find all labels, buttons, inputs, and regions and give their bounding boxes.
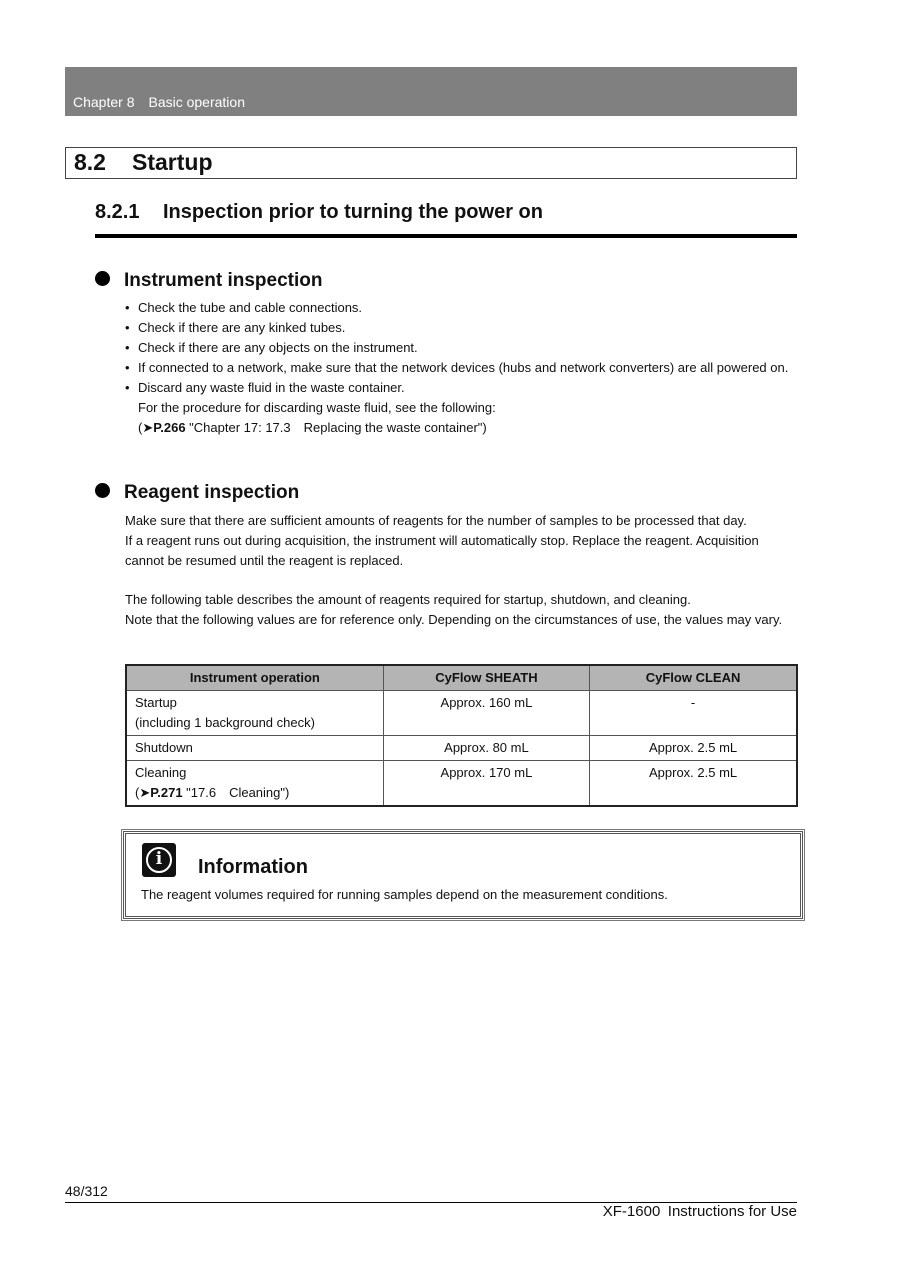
ref-text: "17.6 Cleaning") [182,785,290,800]
information-text: The reagent volumes required for running samples depend on the measurement conditions. [141,887,668,902]
section-heading [65,147,797,179]
sheath-cell: Approx. 170 mL [383,761,589,807]
sheath-cell: Approx. 80 mL [383,736,589,761]
list-item-text: Check if there are any objects on the instrument. [138,340,418,355]
page-number: 48/312 [65,1183,108,1199]
procedure-note [125,398,797,418]
ref-text: "Chapter 17: 17.3 Replacing the waste container") [185,420,487,435]
bullet-dot-icon [95,483,110,498]
list-item-text: If connected to a network, make sure that the network devices (hubs and network converters) are all powered on. [138,360,789,375]
reagent-inspection-title: Reagent inspection [124,482,300,503]
reagent-paragraph-1 [125,511,797,571]
ref-page[interactable]: P.271 [150,785,183,800]
arrow-icon: ➤ [142,420,154,435]
instrument-inspection-title: Instrument inspection [124,270,323,291]
list-item: • Check if there are any objects on the instrument. [125,340,418,355]
section-number: 8.2 [74,149,106,175]
reagent-volume-table [125,664,798,807]
document-title: XF-1600 Instructions for Use [602,1203,797,1220]
reagent-paragraph-2 [125,590,797,630]
information-icon: i [142,843,176,877]
paragraph-line: Note that the following values are for reference only. Depending on the circumstances of use, the values may vary. [125,612,783,627]
subsection-heading [95,200,797,238]
list-item-text: Check the tube and cable connections. [138,300,363,315]
operation-cell [126,691,383,736]
table-header-row [126,665,797,691]
cross-reference[interactable]: (➤P.271 "17.6 Cleaning") [135,785,290,800]
column-header: CyFlow SHEATH [383,665,589,691]
bullet-dot-icon [95,271,110,286]
operation-cell [126,761,383,807]
list-item: • If connected to a network, make sure that the network devices (hubs and network converters) are all powered on. [125,360,789,375]
instrument-inspection-heading [95,270,322,292]
list-item-text: Check if there are any kinked tubes. [138,320,346,335]
operation-cell: Shutdown [126,736,383,761]
cell-text: (including 1 background check) [135,715,315,730]
list-item-text: Discard any waste fluid in the waste container. [138,380,405,395]
list-item: • Check the tube and cable connections. [125,300,363,315]
information-title: Information [198,856,308,878]
clean-cell: Approx. 2.5 mL [590,761,797,807]
arrow-icon: ➤ [139,785,151,800]
information-box [123,831,803,919]
reagent-inspection-heading [95,482,299,504]
section-title: Startup [132,149,213,175]
chapter-header-bar [65,67,797,116]
cell-text: Cleaning [135,765,187,780]
table-row [126,691,797,736]
table-row [126,761,797,807]
paragraph-line: If a reagent runs out during acquisition, the instrument will automatically stop. Replace the reagent. Acquisition cannot be resumed until the reagent is replaced. [125,533,759,568]
list-item: • Discard any waste fluid in the waste container. [125,380,405,395]
list-item: • Check if there are any kinked tubes. [125,320,346,335]
column-header: Instrument operation [126,665,383,691]
chapter-label: Chapter 8 Basic operation [73,94,245,110]
subsection-number: 8.2.1 [95,201,140,223]
clean-cell: Approx. 2.5 mL [590,736,797,761]
sheath-cell: Approx. 160 mL [383,691,589,736]
instrument-inspection-list [125,298,797,438]
paragraph-line: The following table describes the amount of reagents required for startup, shutdown, and cleaning. [125,592,691,607]
paragraph-line: Make sure that there are sufficient amounts of reagents for the number of samples to be processed that day. [125,513,747,528]
ref-page[interactable]: P.266 [153,420,186,435]
table-row [126,736,797,761]
cell-text: Startup [135,695,177,710]
subsection-title: Inspection prior to turning the power on [163,201,543,223]
procedure-note-text: For the procedure for discarding waste fluid, see the following: [138,400,496,415]
column-header: CyFlow CLEAN [590,665,797,691]
clean-cell: - [590,691,797,736]
cross-reference[interactable]: (➤P.266 "Chapter 17: 17.3 Replacing the waste container") [138,420,487,435]
